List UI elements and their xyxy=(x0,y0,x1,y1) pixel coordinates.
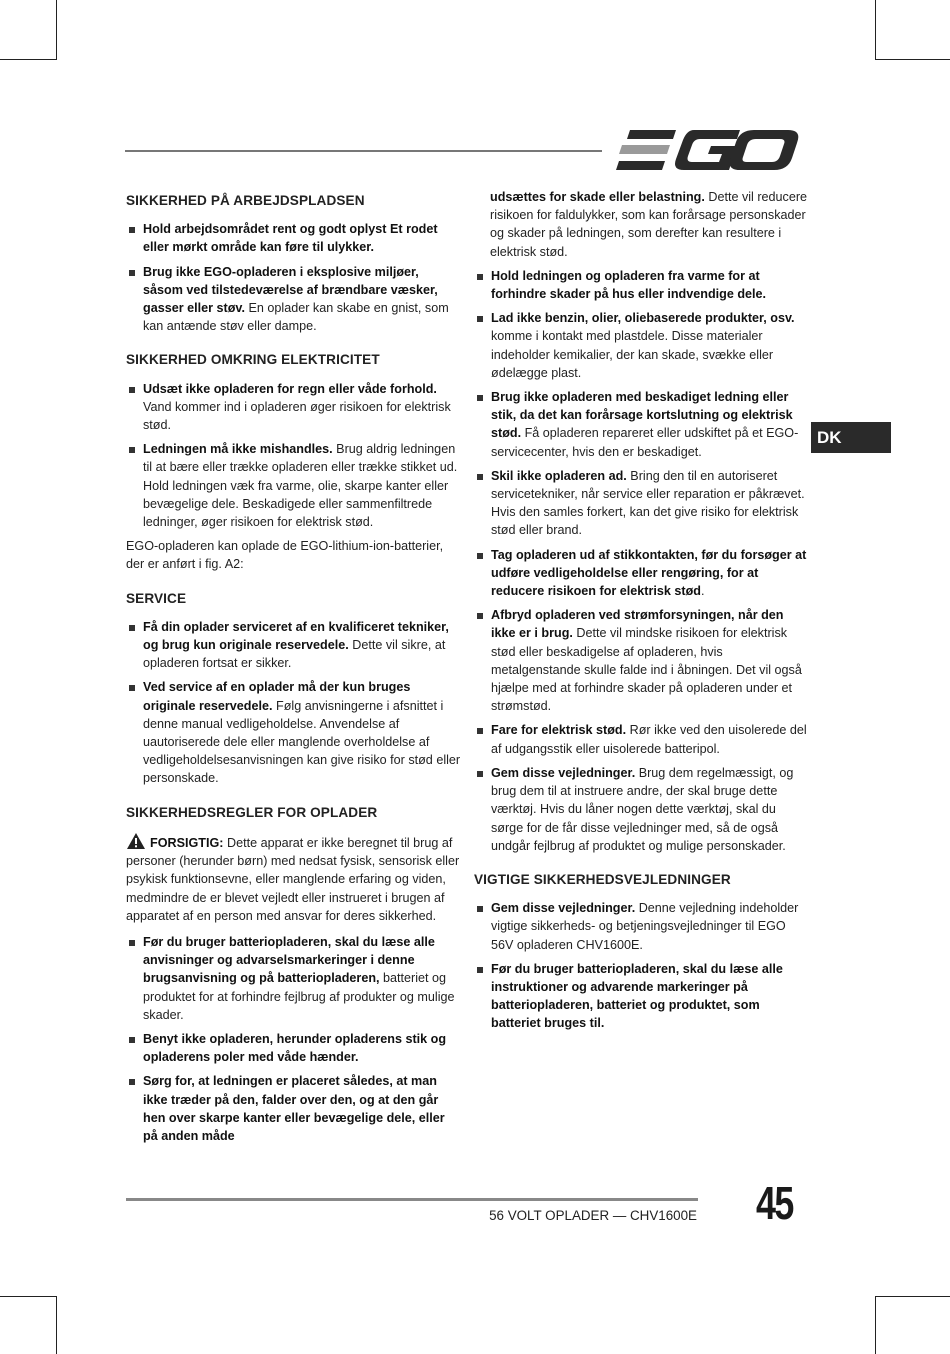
page-number: 45 xyxy=(756,1177,793,1229)
list-item: Brug ikke EGO-opladeren i eksplosive miljøer, såsom ved tilstedeværelse af brændbare væsker, gasser eller støv. En oplader kan skabe en gnist, som kan antænde støv eller dampe. xyxy=(126,263,461,336)
list-item: Før du bruger batteriopladeren, skal du læse alle anvisninger og advarselsmarkeringer i denne brugsanvisning og på batteriopladeren, batteriet og produktet for at forhindre fejlbrug af produkter og mulige skader. xyxy=(126,933,461,1024)
section-heading: SIKKERHED PÅ ARBEJDSPLADSEN xyxy=(126,193,365,208)
language-tab: DK xyxy=(811,422,891,453)
list-item: Ved service af en oplader må der kun bruges originale reservedele. Følg anvisningerne i afsnittet i denne manual vedligeholdelse. Anvendelse af uautoriserede dele eller manglende overholdelse af vedligeholdelsesanvisningen kan give risiko for stød eller personskade. xyxy=(126,678,461,787)
bullet-list xyxy=(126,933,461,1145)
bullet-list xyxy=(126,220,461,335)
footer-rule xyxy=(126,1198,698,1201)
header-rule xyxy=(125,150,602,152)
crop-mark xyxy=(0,59,57,60)
caution-label: FORSIGTIG: xyxy=(150,835,224,850)
section-heading: SIKKERHED OMKRING ELEKTRICITET xyxy=(126,352,380,368)
crop-mark xyxy=(875,1296,950,1297)
list-item: Tag opladeren ud af stikkontakten, før du forsøger at udføre vedligeholdelse eller rengøring, for at reducere risikoen for elektrisk stød. xyxy=(474,546,809,601)
list-item: Lad ikke benzin, olier, oliebaserede produkter, osv. komme i kontakt med plastdele. Disse materialer indeholder kemikalier, der kan skade, svække eller ødelægge plast. xyxy=(474,309,809,382)
section-heading: SERVICE xyxy=(126,590,187,606)
list-item: Ledningen må ikke mishandles. Brug aldrig ledningen til at bære eller trække opladeren eller trække stikket ud. Hold ledningen væk fra varme, olie, skarpe kanter eller bevægelige dele. Beskadigede eller sammenfiltrede ledninger, øger risikoen for elektrisk stød. xyxy=(126,440,461,531)
crop-mark xyxy=(875,0,876,60)
crop-mark xyxy=(875,1296,876,1354)
crop-mark xyxy=(875,59,950,60)
list-item: Gem disse vejledninger. Brug dem regelmæssigt, og brug dem til at instruere andre, der skal bruge dette værktøj. Hvis du låner nogen dette værktøj, skal du sørge for de får disse vejledninger med, så de også undgår fejlbrug af produktet og mulige personskader. xyxy=(474,764,809,855)
right-column xyxy=(474,188,809,1039)
list-item-continued: udsættes for skade eller belastning. Dette vil reducere risikoen for faldulykker, som kan forårsage personskader og skader på ledningen, som derefter kan resultere i elektrisk stød. xyxy=(490,190,808,259)
bullet-list xyxy=(126,618,461,788)
crop-mark xyxy=(0,1296,57,1297)
section-heading: VIGTIGE SIKKERHEDSVEJLEDNINGER xyxy=(474,871,731,887)
bullet-list xyxy=(474,188,809,855)
list-item: Før du bruger batteriopladeren, skal du læse alle instruktioner og advarende markeringer på batteriopladeren, batteriet og produktet, som batteriet bruges til. xyxy=(474,960,809,1033)
footer-title: 56 VOLT OPLADER — CHV1600E xyxy=(489,1208,697,1223)
crop-mark xyxy=(56,0,57,60)
left-column xyxy=(126,188,461,1151)
caution-paragraph: FORSIGTIG: Dette apparat er ikke beregnet til brug af personer (herunder børn) med nedsat fysisk, sensorisk eller psykisk funktionsevne, eller manglende erfaring og viden, medmindre de er blevet vejledt eller instrueret i brugen af apparatet af en person med ansvar for deres sikkerhed. xyxy=(126,832,461,925)
list-item: Fare for elektrisk stød. Rør ikke ved den uisolerede del af udgangsstik eller uisolerede batteripol. xyxy=(474,721,809,757)
bullet-list xyxy=(126,380,461,532)
bullet-list xyxy=(474,899,809,1032)
warning-icon xyxy=(126,832,146,850)
section-heading: SIKKERHEDSREGLER FOR OPLADER xyxy=(126,804,378,820)
list-item: Brug ikke opladeren med beskadiget ledning eller stik, da det kan forårsage kortslutning og elektrisk stød. Få opladeren repareret eller udskiftet på et EGO-servicecenter, hvis den er beskadiget. xyxy=(474,388,809,461)
list-item: Skil ikke opladeren ad. Bring den til en autoriseret servicetekniker, når service eller reparation er påkrævet. Hvis den samles forkert, kan det give risiko for elektrisk stød eller brand. xyxy=(474,467,809,540)
list-item: Sørg for, at ledningen er placeret således, at man ikke træder på den, falder over den, og at den går hen over skarpe kanter eller bevægelige dele, eller på anden måde xyxy=(126,1072,461,1145)
list-item: Få din oplader serviceret af en kvalificeret tekniker, og brug kun originale reservedele. Dette vil sikre, at opladeren fortsat er sikker. xyxy=(126,618,461,673)
list-item: Afbryd opladeren ved strømforsyningen, når den ikke er i brug. Dette vil mindske risikoen for elektrisk stød eller beskadigelse af opladeren, hvis metalgenstande skulle falde ind i åbningen. Det vil også hjælpe med at forhindre skader på opladeren under et strømstød. xyxy=(474,606,809,715)
list-item: Gem disse vejledninger. Denne vejledning indeholder vigtige sikkerheds- og betjeningsvejledninger til EGO 56V opladeren CHV1600E. xyxy=(474,899,809,954)
ego-logo xyxy=(616,128,800,172)
paragraph: EGO-opladeren kan oplade de EGO-lithium-ion-batterier, der er anført i fig. A2: xyxy=(126,539,444,572)
list-item: Benyt ikke opladeren, herunder opladerens stik og opladerens poler med våde hænder. xyxy=(126,1030,461,1066)
crop-mark xyxy=(56,1296,57,1354)
list-item: Hold ledningen og opladeren fra varme for at forhindre skader på hus eller indvendige dele. xyxy=(474,267,809,303)
list-item: Hold arbejdsområdet rent og godt oplyst Et rodet eller mørkt område kan føre til ulykker. xyxy=(126,220,461,256)
list-item: Udsæt ikke opladeren for regn eller våde forhold. Vand kommer ind i opladeren øger risikoen for elektrisk stød. xyxy=(126,380,461,435)
